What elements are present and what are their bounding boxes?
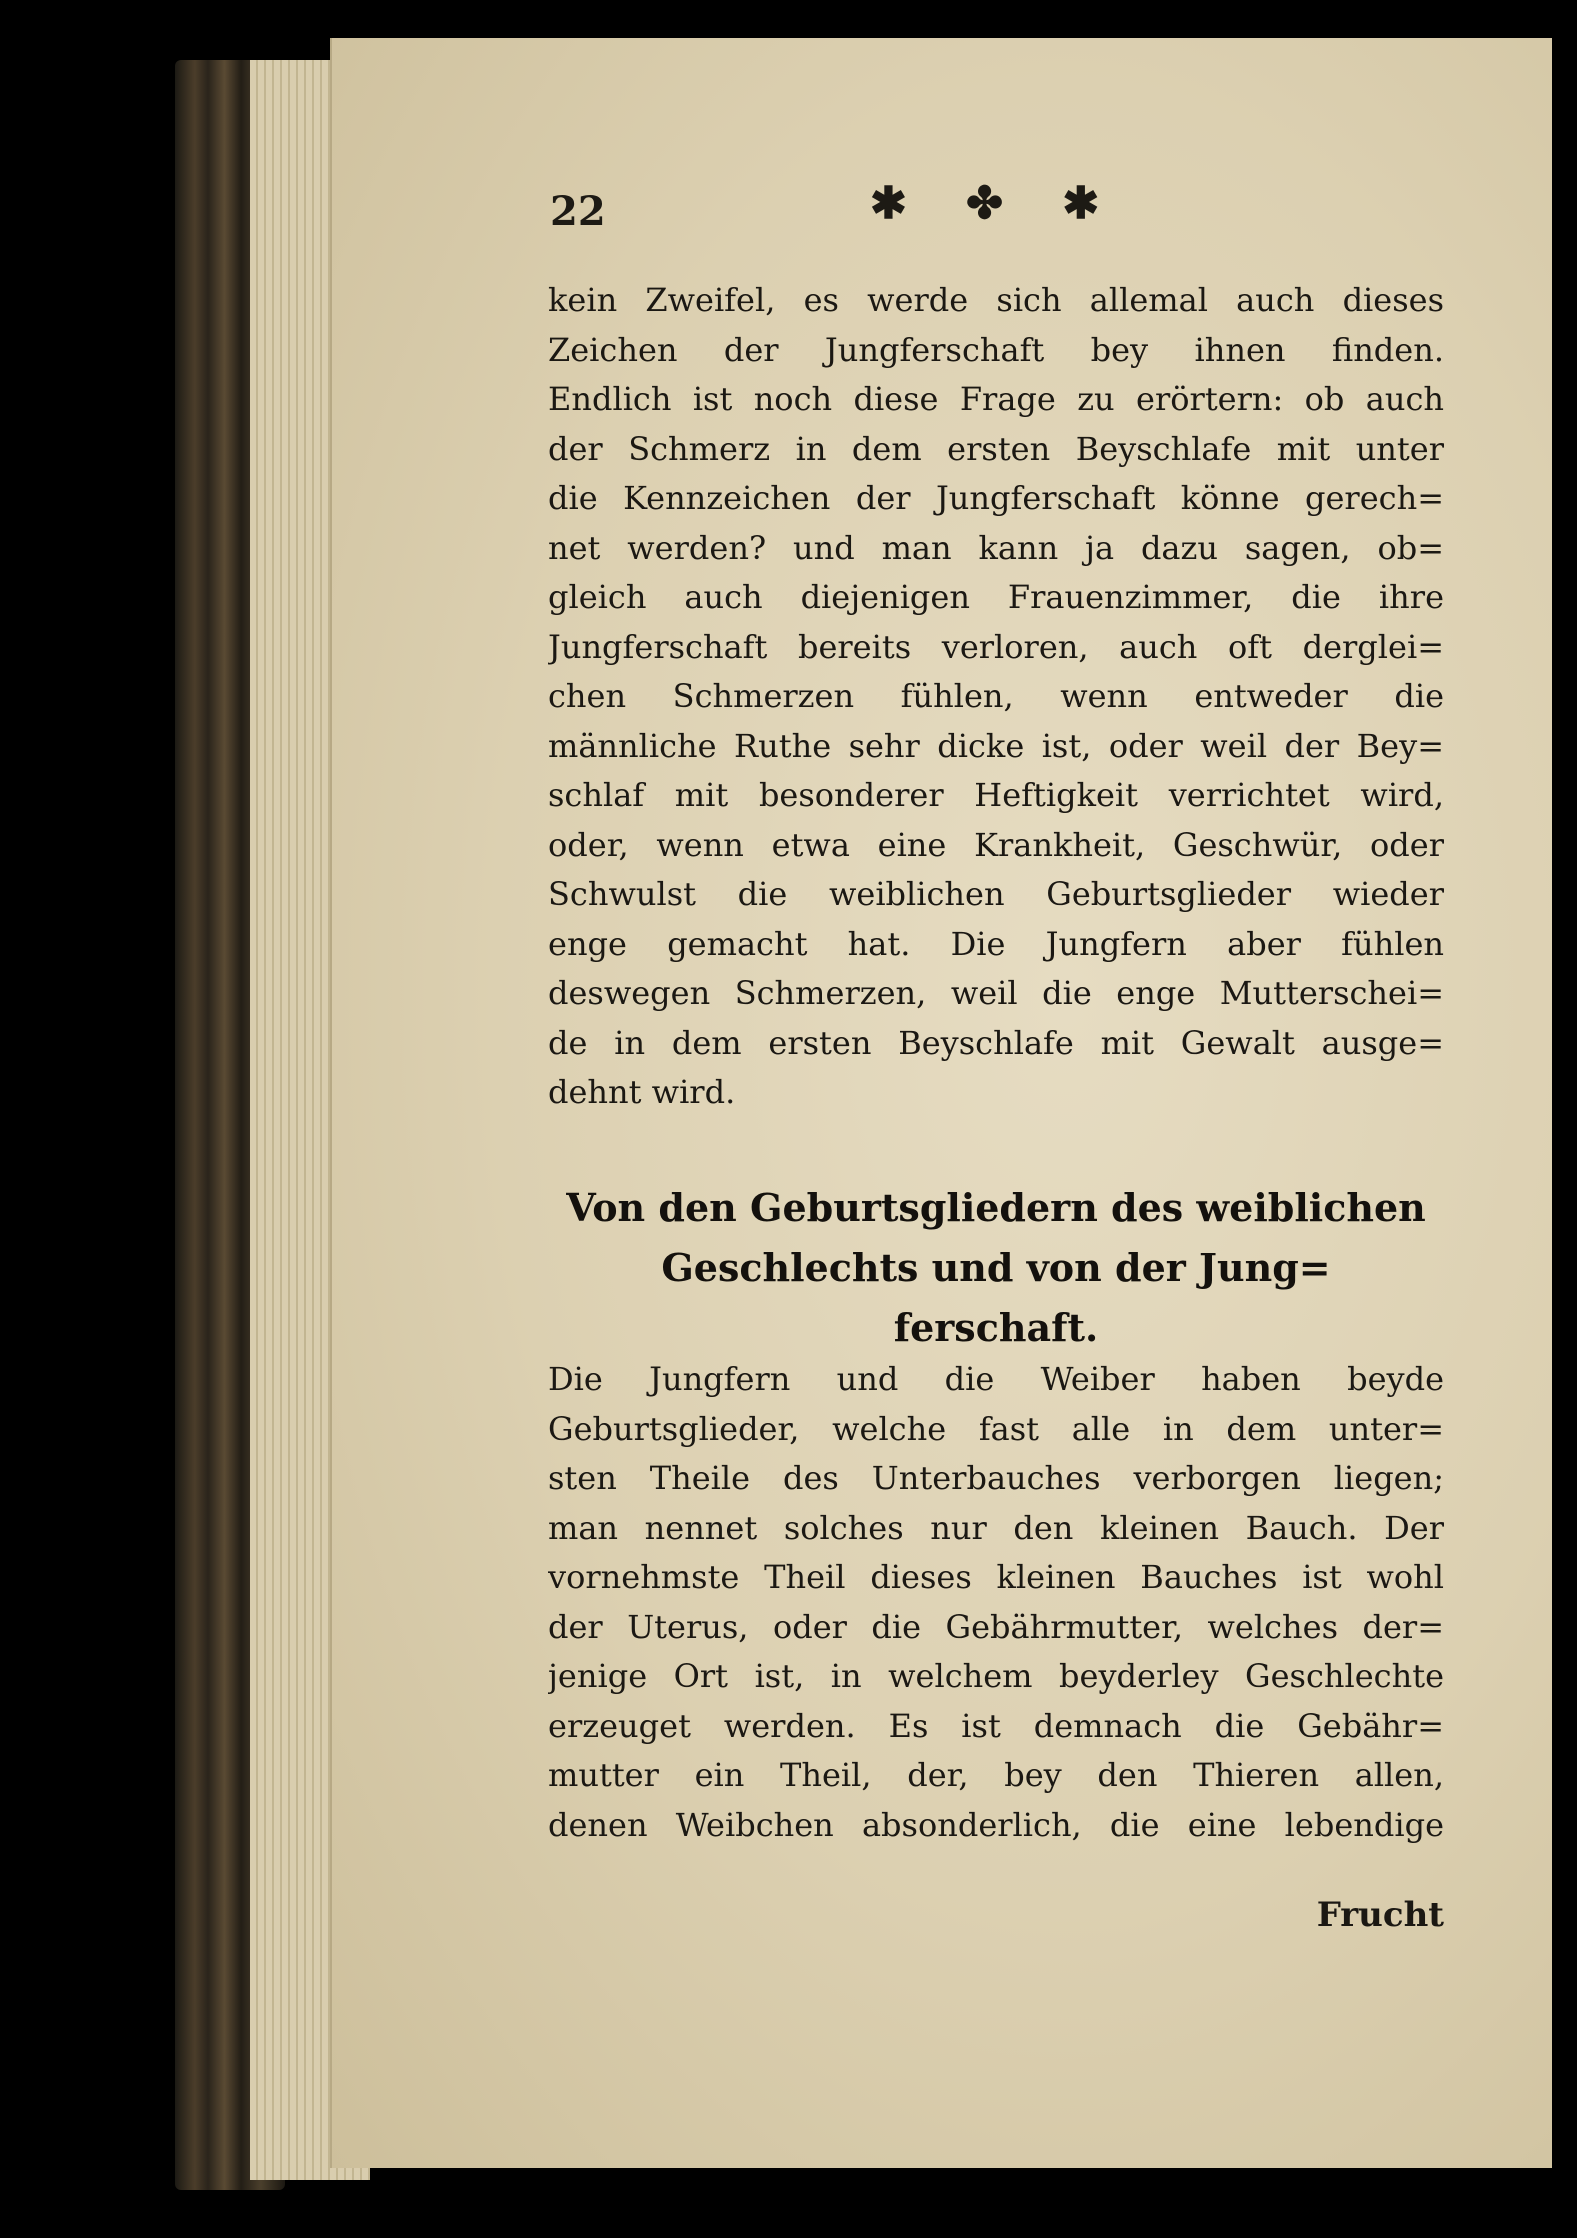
text-line: enge gemacht hat. Die Jungfern aber fühlen xyxy=(548,924,1444,963)
header-ornament: ✱ ✤ ✱ xyxy=(870,178,1122,229)
text-line: der Schmerz in dem ersten Beyschlafe mit unter xyxy=(548,429,1444,468)
text-line: Schwulst die weiblichen Geburtsglieder wieder xyxy=(548,875,1444,913)
text-line: kein Zweifel, es werde sich allemal auch dieses xyxy=(548,281,1444,319)
text-line: Jungferschaft bereits verloren, auch oft derglei= xyxy=(548,627,1444,666)
text-line: Die Jungfern und die Weiber haben beyde xyxy=(548,1360,1444,1398)
section-heading xyxy=(548,1178,1444,1358)
text-line: net werden? und man kann ja dazu sagen, ob= xyxy=(548,528,1444,567)
text-line: der Uterus, oder die Gebährmutter, welches der= xyxy=(548,1607,1444,1646)
text-line: vornehmste Theil dieses kleinen Bauches ist wohl xyxy=(548,1558,1444,1596)
text-line: Zeichen der Jungferschaft bey ihnen finden. xyxy=(548,330,1444,369)
heading-line: Von den Geburtsgliedern des weiblichen xyxy=(566,1185,1426,1230)
text-line: sten Theile des Unterbauches verborgen liegen; xyxy=(548,1459,1444,1497)
text-line: schlaf mit besonderer Heftigkeit verrichtet wird, xyxy=(548,776,1444,814)
text-line: erzeuget werden. Es ist demnach die Gebähr= xyxy=(548,1706,1444,1745)
text-line: jenige Ort ist, in welchem beyderley Geschlechte xyxy=(548,1657,1444,1695)
page-number: 22 xyxy=(550,188,606,235)
text-line: chen Schmerzen fühlen, wenn entweder die xyxy=(548,677,1444,715)
text-line: man nennet solches nur den kleinen Bauch. Der xyxy=(548,1508,1444,1547)
text-line: oder, wenn etwa eine Krankheit, Geschwür, oder xyxy=(548,825,1444,864)
text-line: männliche Ruthe sehr dicke ist, oder weil der Bey= xyxy=(548,726,1444,765)
text-line: gleich auch diejenigen Frauenzimmer, die ihre xyxy=(548,578,1444,616)
text-line: Geburtsglieder, welche fast alle in dem unter= xyxy=(548,1409,1444,1448)
text-line: denen Weibchen absonderlich, die eine lebendige xyxy=(548,1805,1444,1844)
heading-line: ferschaft. xyxy=(893,1305,1099,1350)
paragraph-2 xyxy=(548,1355,1444,1850)
text-line: Endlich ist noch diese Frage zu erörtern: ob auch xyxy=(548,380,1444,418)
catchword: Frucht xyxy=(1316,1895,1444,1935)
text-line: die Kennzeichen der Jungferschaft könne gerech= xyxy=(548,479,1444,517)
text-line: mutter ein Theil, der, bey den Thieren allen, xyxy=(548,1756,1444,1794)
heading-line: Geschlechts und von der Jung= xyxy=(661,1245,1331,1290)
text-line: de in dem ersten Beyschlafe mit Gewalt ausge= xyxy=(548,1023,1444,1062)
paragraph-1 xyxy=(548,276,1444,1118)
text-line: dehnt wird. xyxy=(548,1073,736,1111)
text-line: deswegen Schmerzen, weil die enge Mutterschei= xyxy=(548,974,1444,1012)
